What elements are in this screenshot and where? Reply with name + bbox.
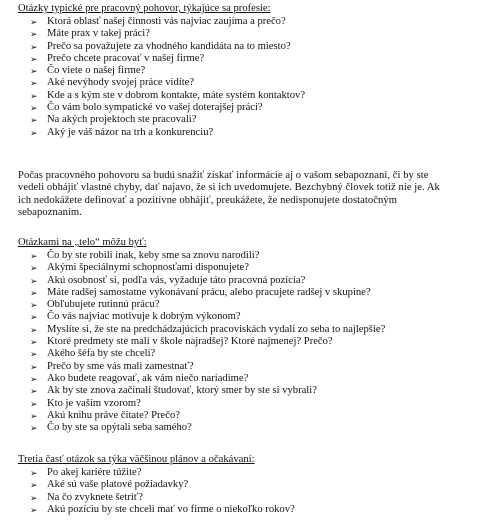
document-page: Otázky typické pre pracovný pohovor, týkajúce sa profesie: ➢ Ktorá oblasť našej činnosti vás najviac zaujíma a prečo? ➢ Máte prax v takej práci? ➢ Prečo sa považujete za vhodného kandidáta na to miesto? ➢ Prečo chcete pracovať v našej firme? ➢ Čo viete o našej firme? ➢ Aké nevýhody svojej práce vidíte? ➢ Kde a s kým ste v dobrom kontakte, máte systém kontaktov? ➢ Čo vám bolo sympatické vo vašej doterajšej práci? ➢ Na akých projektoch ste pracovali? ➢ Aký je váš názor na trh a konkurenciu? Počas pracovného pohovoru sa budú snažiť získať informácie aj o vašom sebapoznaní, či by ste vedeli obhájiť vlastné chyby, dať najavo, že si ich uvedomujete. Bezchybný človek totiž nie je. Ak ich nedokážete definovať a pozitívne obhájiť, preukážete, že nedisponujete dostatočným sebapoznaním. Otázkami na „telo“ môžu byť: ➢ Čo by ste robili inak, keby sme sa znovu narodili? ➢ Akými špeciálnymi schopnosťami disponujete? ➢ Akú osobnosť si, podľa vás, vyžaduje táto pracovná pozícia? ➢ Máte radšej samostatne vykonávaní prácu, alebo pracujete radšej v skupine? ➢ Obľubujete rutinnú prácu? ➢ Čo vás najviac motivuje k dobrým výkonom? ➢ Myslíte si, že ste na predchádzajúcich pracoviskách vydali zo seba to najlepšie? ➢ Ktoré predmety ste mali v škole najradšej? Ktoré najmenej? Prečo? ➢ Akého šéfa by ste chceli? ➢ Prečo by sme vás mali zamestnať? ➢ Ako budete reagovať, ak vám niečo nariadime? ➢ Ak by ste znova začínali študovať, ktorý smer by ste si vybrali? ➢ Kto je vaším vzorom? ➢ Akú knihu práve čítate? Prečo? ➢ Čo by ste sa opýtali seba samého? Tretia časť otázok sa týka väčšinou plánov a očakávaní: ➢ Po akej kariére túžite? ➢ Aké sú vaše platové požiadavky? ➢ Na čo zvyknete šetriť? ➢ Akú pozíciu by ste chceli mať vo firme o niekoľko rokov? bbox=[0, 0, 478, 524]
arrow-bullet-icon: ➢ bbox=[30, 41, 38, 52]
paragraph-line: Počas pracovného pohovoru sa budú snažiť získať informácie aj o vašom sebapoznaní, či by ste bbox=[18, 170, 429, 181]
arrow-bullet-icon: ➢ bbox=[30, 17, 38, 27]
arrow-bullet-icon: ➢ bbox=[30, 361, 38, 372]
arrow-bullet-icon: ➢ bbox=[30, 251, 38, 261]
arrow-bullet-icon: ➢ bbox=[30, 504, 38, 515]
arrow-bullet-icon: ➢ bbox=[30, 300, 38, 311]
arrow-bullet-icon: ➢ bbox=[30, 423, 38, 434]
paragraph-line: sebapoznaním. bbox=[18, 207, 82, 219]
arrow-bullet-icon: ➢ bbox=[30, 78, 38, 89]
arrow-bullet-icon: ➢ bbox=[30, 410, 38, 421]
arrow-bullet-icon: ➢ bbox=[30, 324, 38, 335]
arrow-bullet-icon: ➢ bbox=[30, 66, 38, 77]
arrow-bullet-icon: ➢ bbox=[30, 373, 38, 384]
arrow-bullet-icon: ➢ bbox=[30, 398, 38, 409]
section-heading-plans: Tretia časť otázok sa týka väčšinou plánov a očakávaní: bbox=[18, 454, 255, 465]
arrow-bullet-icon: ➢ bbox=[30, 90, 38, 101]
self-knowledge-paragraph bbox=[18, 170, 470, 220]
arrow-bullet-icon: ➢ bbox=[30, 127, 38, 138]
arrow-bullet-icon: ➢ bbox=[30, 275, 38, 286]
arrow-bullet-icon: ➢ bbox=[30, 115, 38, 126]
section-heading-personal: Otázkami na „telo“ môžu byť: bbox=[18, 237, 147, 248]
paragraph-line: ich nedokážete definovať a pozitívne obhájiť, preukážete, že nedisponujete dostatočným bbox=[18, 194, 397, 206]
arrow-bullet-icon: ➢ bbox=[30, 337, 38, 348]
section-heading-profession: Otázky typické pre pracovný pohovor, týkajúce sa profesie: bbox=[18, 3, 271, 14]
arrow-bullet-icon: ➢ bbox=[30, 480, 38, 491]
arrow-bullet-icon: ➢ bbox=[30, 312, 38, 323]
arrow-bullet-icon: ➢ bbox=[30, 287, 38, 298]
arrow-bullet-icon: ➢ bbox=[30, 53, 38, 64]
arrow-bullet-icon: ➢ bbox=[30, 468, 38, 478]
arrow-bullet-icon: ➢ bbox=[30, 492, 38, 503]
paragraph-line: vedeli obhájiť vlastné chyby, dať najavo, že si ich uvedomujete. Bezchybný človek totiž nie je. Ak bbox=[18, 182, 440, 194]
arrow-bullet-icon: ➢ bbox=[30, 386, 38, 397]
arrow-bullet-icon: ➢ bbox=[30, 29, 38, 40]
arrow-bullet-icon: ➢ bbox=[30, 263, 38, 274]
arrow-bullet-icon: ➢ bbox=[30, 349, 38, 360]
arrow-bullet-icon: ➢ bbox=[30, 103, 38, 114]
